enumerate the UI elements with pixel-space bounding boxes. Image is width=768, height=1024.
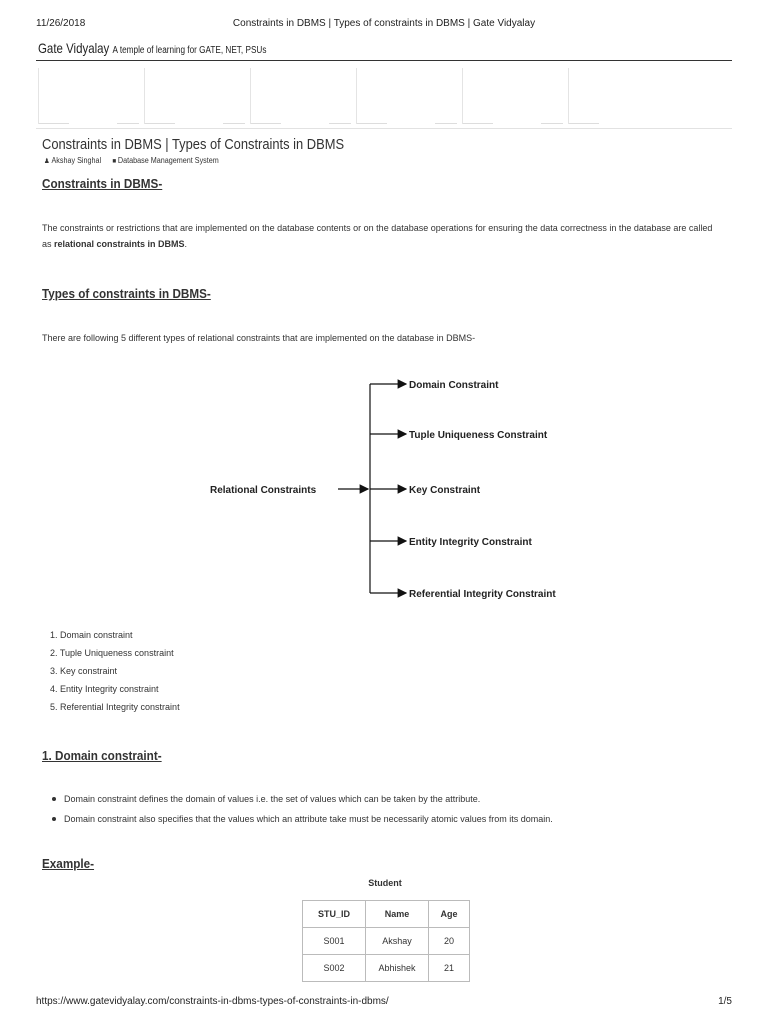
heading-types: Types of constraints in DBMS-: [42, 286, 211, 301]
bullet-icon: [52, 817, 56, 821]
list-item: 2. Tuple Uniqueness constraint: [50, 648, 174, 658]
post-title: Constraints in DBMS | Types of Constraints in DBMS: [42, 136, 345, 153]
site-brand[interactable]: [38, 40, 266, 56]
list-item: 3. Key constraint: [50, 666, 118, 676]
column-header: Age: [429, 901, 470, 928]
post-meta: [44, 156, 219, 165]
list-item: 1. Domain constraint: [50, 630, 133, 640]
student-table: [302, 900, 470, 982]
table-cell: S001: [303, 928, 366, 955]
user-icon: ♟: [44, 158, 50, 165]
column-header: Name: [366, 901, 429, 928]
list-item: 5. Referential Integrity constraint: [50, 702, 180, 712]
list-item: [50, 792, 553, 812]
ad-slot: [144, 68, 249, 124]
intro-text: The constraints or restrictions that are implemented on the database contents or on the database operations for ensuring the data correctness in the database are called as: [42, 223, 713, 249]
column-header: STU_ID: [303, 901, 366, 928]
diagram-root-label: Relational Constraints: [210, 485, 317, 496]
ad-slot: [356, 68, 461, 124]
list-item: [50, 812, 553, 832]
ad-slot: [38, 68, 143, 124]
print-header: [36, 14, 732, 28]
branch-label-tuple: Tuple Uniqueness Constraint: [409, 430, 548, 441]
bullet-icon: [52, 797, 56, 801]
site-name[interactable]: Gate Vidyalay: [38, 40, 110, 56]
ad-slot: [568, 68, 633, 124]
post-category[interactable]: Database Management System: [117, 156, 219, 165]
ad-slot: [462, 68, 567, 124]
ad-slot: [250, 68, 355, 124]
constraint-types-list: [50, 628, 180, 718]
print-date: 11/26/2018: [36, 18, 86, 29]
domain-point-text: Domain constraint defines the domain of values i.e. the set of values which can be taken by the attribute.: [64, 794, 481, 804]
intro-text-end: .: [184, 239, 188, 249]
table-cell: 21: [429, 955, 470, 982]
heading-constraints: Constraints in DBMS-: [42, 176, 163, 191]
domain-point-text: Domain constraint also specifies that the values which an attribute take must be necessarily atomic values from its domain.: [64, 814, 553, 824]
table-cell: S002: [303, 955, 366, 982]
print-footer: [36, 996, 732, 1010]
table-caption: Student: [368, 878, 402, 888]
table-row: [303, 955, 470, 982]
table-row: [303, 928, 470, 955]
table-header-row: [303, 901, 470, 928]
branch-label-key: Key Constraint: [409, 485, 481, 496]
print-page-title: Constraints in DBMS | Types of constraints in DBMS | Gate Vidyalay: [232, 18, 536, 29]
table-cell: 20: [429, 928, 470, 955]
table-cell: Akshay: [366, 928, 429, 955]
heading-example: Example-: [42, 856, 95, 871]
intro-bold-term: relational constraints in DBMS: [54, 239, 185, 249]
table-cell: Abhishek: [366, 955, 429, 982]
types-paragraph: There are following 5 different types of relational constraints that are implemented on the database in DBMS-: [42, 333, 476, 343]
site-header: [36, 38, 732, 61]
page-number: 1/5: [718, 996, 732, 1007]
divider: [36, 128, 732, 129]
list-item: 4. Entity Integrity constraint: [50, 684, 159, 694]
domain-points: [50, 792, 553, 832]
site-tagline: A temple of learning for GATE, NET, PSUs: [112, 45, 267, 56]
folder-icon: ■: [112, 158, 117, 165]
print-url[interactable]: https://www.gatevidyalay.com/constraints-in-dbms-types-of-constraints-in-dbms/: [36, 996, 389, 1007]
branch-label-domain: Domain Constraint: [409, 380, 499, 391]
branch-label-referential: Referential Integrity Constraint: [409, 589, 556, 600]
intro-paragraph: [42, 220, 718, 252]
constraints-diagram: [200, 368, 600, 608]
post-author[interactable]: Akshay Singhal: [51, 156, 102, 165]
branch-label-entity: Entity Integrity Constraint: [409, 537, 532, 548]
heading-domain-constraint: 1. Domain constraint-: [42, 748, 162, 763]
ad-strip: [36, 68, 634, 126]
